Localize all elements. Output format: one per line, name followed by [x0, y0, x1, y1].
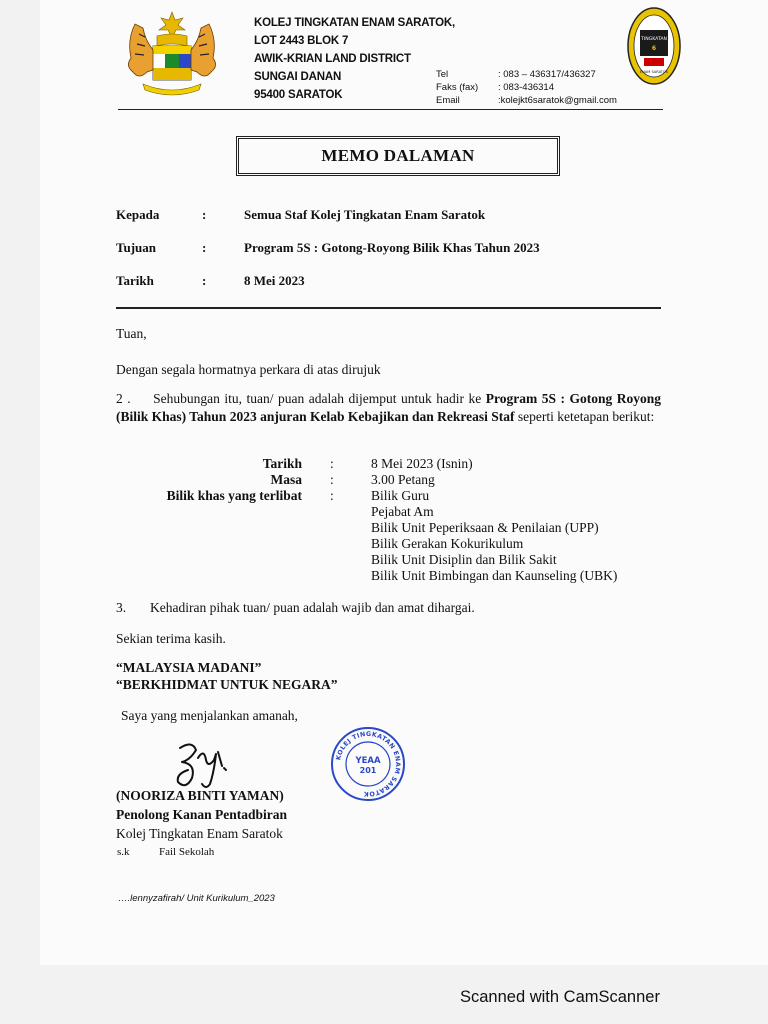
- cc-row: [117, 843, 662, 861]
- slogan: “MALAYSIA MADANI”: [116, 660, 262, 675]
- stamp-center-top: YEAA: [355, 756, 381, 766]
- program-name: Program 5S : Gotong Royong (Bilik Khas) Tahun 2023 anjuran Kelab Kebajikan dan Rekreasi Staf: [116, 391, 662, 424]
- logo-subtext: ENAM SARATOK: [639, 70, 669, 74]
- schedule-sep: :: [330, 456, 334, 471]
- address-line: LOT 2443 BLOK 7: [254, 35, 349, 47]
- meta-key: Tujuan: [116, 240, 156, 255]
- opening-line: Dengan segala hormatnya perkara di atas dirujuk: [116, 362, 381, 377]
- contact-label: Email: [436, 95, 460, 106]
- meta-sep: :: [202, 240, 207, 255]
- stamp-ring-text: KOLEJ TINGKATAN ENAM SARATOK: [335, 730, 402, 798]
- meta-value: 8 Mei 2023: [244, 273, 305, 288]
- paragraph-2-text-end: seperti ketetapan berikut:: [514, 409, 655, 424]
- schedule-rooms-label: Bilik khas yang terlibat: [166, 488, 302, 503]
- logo-text: TINGKATAN: [641, 37, 667, 42]
- room-item: Bilik Unit Peperiksaan & Penilaian (UPP): [371, 520, 599, 535]
- school-logo: [626, 6, 682, 86]
- schedule-date-value: 8 Mei 2023 (Isnin): [371, 456, 473, 471]
- contact-label: Tel: [436, 69, 449, 80]
- address-line: 95400 SARATOK: [254, 89, 343, 101]
- contact-label: Faks (fax): [436, 82, 479, 93]
- header-divider: [118, 109, 663, 110]
- paragraph-number: 2 .: [116, 391, 131, 406]
- cc-value: Fail Sekolah: [159, 846, 215, 858]
- svg-text:6: 6: [651, 45, 657, 52]
- malaysia-coat-of-arms-logo: [117, 10, 227, 100]
- schedule-time-label: Masa: [270, 472, 302, 487]
- contact-row-tel: [436, 68, 617, 81]
- address-line: SUNGAI DANAN: [254, 71, 342, 83]
- paragraph-number: 3.: [116, 600, 127, 615]
- paragraph-2-text: Sehubungan itu, tuan/ puan adalah dijemput untuk hadir ke: [153, 391, 486, 406]
- room-item: Bilik Unit Disiplin dan Bilik Sakit: [371, 552, 557, 567]
- schedule-time-value: 3.00 Petang: [371, 472, 435, 487]
- schedule-sep: :: [330, 472, 334, 487]
- contact-value: : 083 – 436317/436327: [498, 69, 596, 80]
- sign-intro: Saya yang menjalankan amanah,: [121, 708, 298, 723]
- meta-sep: :: [202, 207, 207, 222]
- room-item: Pejabat Am: [371, 504, 434, 519]
- contact-value: : 083-436314: [498, 82, 554, 93]
- paragraph-3-text: Kehadiran pihak tuan/ puan adalah wajib dan amat dihargai.: [150, 600, 475, 615]
- slogans: [116, 659, 661, 693]
- meta-sep: :: [202, 273, 207, 288]
- contact-row-fax: [436, 81, 617, 94]
- meta-key: Kepada: [116, 207, 160, 222]
- room-item: Bilik Unit Bimbingan dan Kaunseling (UBK): [371, 568, 618, 583]
- slogan: “BERKHIDMAT UNTUK NEGARA”: [116, 677, 338, 692]
- address-line: AWIK-KRIAN LAND DISTRICT: [254, 53, 411, 65]
- contact-row-email: [436, 94, 617, 107]
- meta-divider: [116, 307, 661, 309]
- footer-reference: ….lennyzafirah/ Unit Kurikulum_2023: [118, 893, 275, 904]
- signer-title: Penolong Kanan Pentadbiran: [116, 807, 288, 822]
- closing-line: Sekian terima kasih.: [116, 631, 226, 646]
- cc-label: s.k: [117, 846, 130, 858]
- meta-value: Semua Staf Kolej Tingkatan Enam Saratok: [244, 207, 486, 222]
- scanner-watermark: Scanned with CamScanner: [460, 988, 660, 1006]
- contact-block: [436, 68, 617, 107]
- meta-value: Program 5S : Gotong-Royong Bilik Khas Tahun 2023: [244, 240, 540, 255]
- signer-name: (NOORIZA BINTI YAMAN): [116, 788, 284, 803]
- paragraph-3: [116, 599, 661, 617]
- meta-key: Tarikh: [116, 273, 154, 288]
- contact-value: :kolejkt6saratok@gmail.com: [498, 95, 617, 106]
- school-address-block: [254, 14, 455, 104]
- signer-org: Kolej Tingkatan Enam Saratok: [116, 826, 283, 841]
- room-item: Bilik Gerakan Kokurikulum: [371, 536, 524, 551]
- schedule-sep: :: [330, 488, 334, 503]
- memo-title: MEMO DALAMAN: [236, 136, 560, 176]
- stamp-center-bottom: 201: [359, 766, 377, 775]
- salutation: Tuan,: [116, 326, 147, 341]
- paragraph-2: [116, 390, 661, 426]
- schedule-date-label: Tarikh: [262, 456, 302, 471]
- handwritten-signature: [170, 738, 240, 792]
- room-item: Bilik Guru: [371, 488, 430, 503]
- address-line: KOLEJ TINGKATAN ENAM SARATOK,: [254, 17, 455, 29]
